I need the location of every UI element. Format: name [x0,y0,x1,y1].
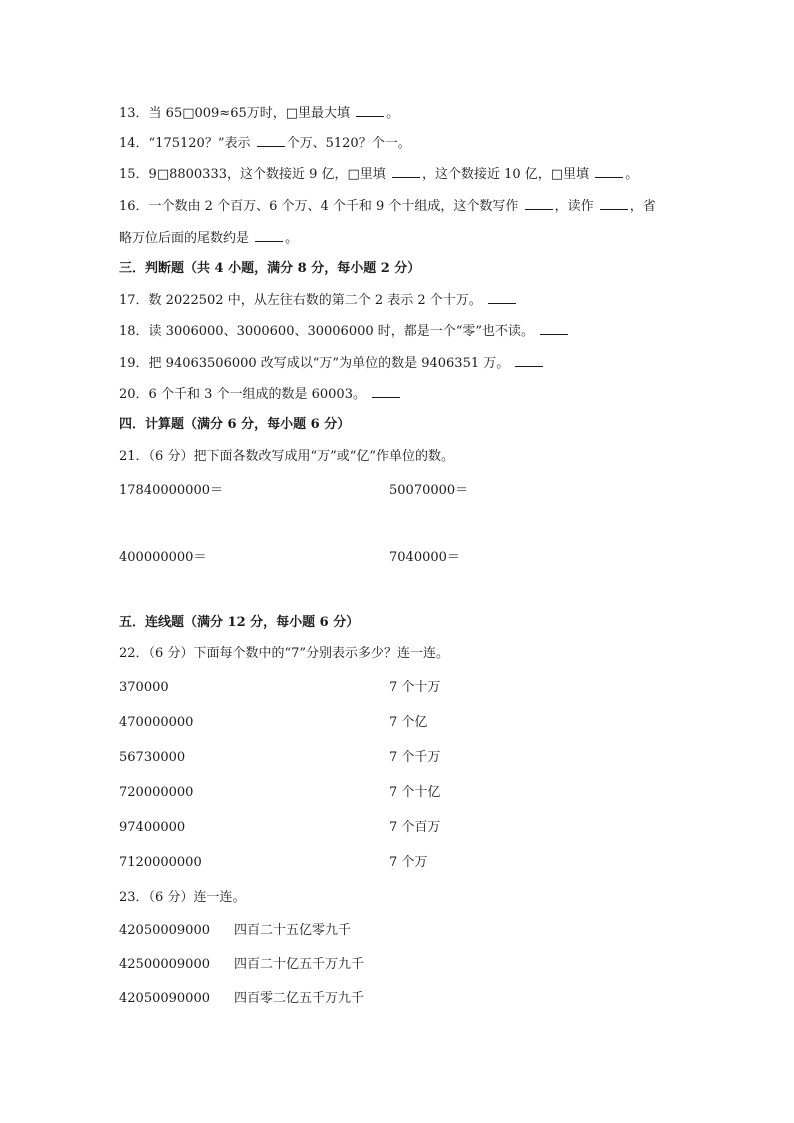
section-5-heading: 五．连线题（满分 12 分，每小题 6 分） [119,615,360,630]
section-4-heading: 四．计算题（满分 6 分，每小题 6 分） [119,417,351,432]
question-16: 16．一个数由 2 个百万、6 个万、4 个千和 9 个十组成，这个数写作 ，读作 ，省 [119,199,656,214]
answer-blank[interactable] [488,291,516,304]
match-right-item[interactable]: 7 个十万 [389,680,441,695]
match-left-item[interactable]: 42050009000 [119,923,210,938]
match-left-item[interactable]: 470000000 [119,715,194,730]
conversion-item: 50070000＝ [389,483,469,498]
question-16-continued: 略万位后面的尾数约是 。 [119,231,299,246]
question-15-text: 15．9□8800333，这个数接近 9 亿，□里填 [119,167,386,182]
answer-blank[interactable] [255,229,283,242]
question-22: 22．（6 分）下面每个数中的“7”分别表示多少？连一连。 [119,646,450,661]
question-13-text: 13．当 65□009≈65万时，□里最大填 [119,106,351,121]
question-21: 21．（6 分）把下面各数改写成用“万”或“亿”作单位的数。 [119,449,455,464]
answer-blank[interactable] [515,354,543,367]
match-left-item[interactable]: 97400000 [119,820,186,835]
question-17: 17．数 2022502 中，从左往右数的第二个 2 表示 2 个十万。 [119,291,518,310]
question-14: 14．“175120？”表示 个万、5120？个一。 [119,136,411,151]
match-right-item[interactable]: 四百二十五亿零九千 [234,923,352,938]
match-left-item[interactable]: 720000000 [119,785,194,800]
section-3-heading: 三．判断题（共 4 小题，满分 8 分，每小题 2 分） [119,261,421,276]
answer-blank[interactable] [540,322,568,335]
answer-blank[interactable] [257,134,285,147]
answer-blank[interactable] [356,104,384,117]
conversion-item: 400000000＝ [119,550,207,565]
answer-blank[interactable] [372,385,400,398]
match-right-item[interactable]: 7 个亿 [389,715,428,730]
match-left-item[interactable]: 56730000 [119,750,186,765]
match-right-item[interactable]: 7 个万 [389,855,428,870]
match-right-item[interactable]: 四百零二亿五千万九千 [234,991,365,1006]
question-16-text: 16．一个数由 2 个百万、6 个万、4 个千和 9 个十组成，这个数写作 [119,199,519,214]
match-right-item[interactable]: 7 个百万 [389,820,441,835]
match-left-item[interactable]: 42500009000 [119,957,210,972]
answer-blank[interactable] [595,165,623,178]
answer-blank[interactable] [392,165,420,178]
question-20: 20．6 个千和 3 个一组成的数是 60003。 [119,385,402,404]
question-15: 15．9□8800333，这个数接近 9 亿，□里填 ，这个数接近 10 亿，□里填 。 [119,167,639,182]
question-13: 13．当 65□009≈65万时，□里最大填 。 [119,106,400,121]
question-23: 23．（6 分）连一连。 [119,890,246,905]
conversion-item: 17840000000＝ [119,483,223,498]
match-right-item[interactable]: 7 个十亿 [389,785,441,800]
question-14-text: 14．“175120？”表示 [119,136,251,151]
match-right-item[interactable]: 四百二十亿五千万九千 [234,957,365,972]
match-left-item[interactable]: 370000 [119,680,169,695]
answer-blank[interactable] [600,197,628,210]
answer-blank[interactable] [525,197,553,210]
question-18: 18．读 3006000、3000600、30006000 时，都是一个“零”也不读。 [119,322,570,341]
conversion-item: 7040000＝ [389,550,460,565]
match-left-item[interactable]: 7120000000 [119,855,202,870]
question-19: 19．把 94063506000 改写成以“万”为单位的数是 9406351 万。 [119,354,545,373]
match-left-item[interactable]: 42050090000 [119,991,210,1006]
match-right-item[interactable]: 7 个千万 [389,750,441,765]
